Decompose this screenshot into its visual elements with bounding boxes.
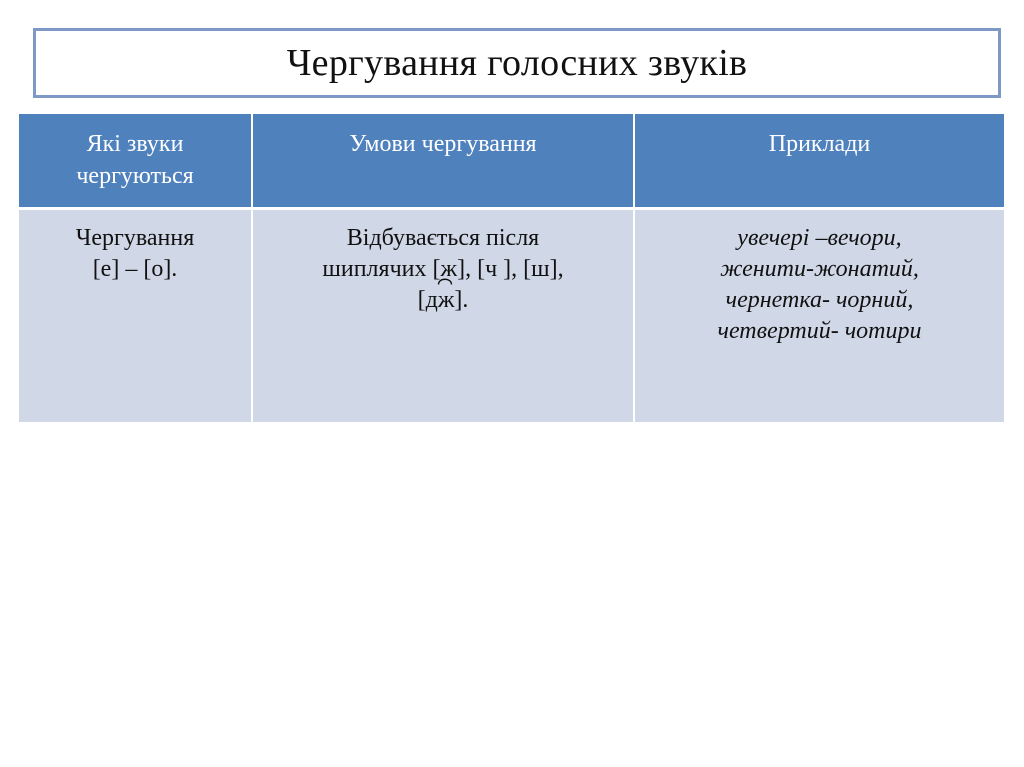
- header-cell-conditions: [252, 114, 634, 208]
- header-text: Умови чергування: [349, 131, 537, 157]
- alternation-table: [19, 114, 1004, 422]
- cell-text: шиплячих: [322, 255, 433, 282]
- cell-examples: [634, 208, 1004, 422]
- header-text: Приклади: [768, 131, 871, 157]
- cell-sounds: [19, 208, 252, 422]
- cell-text: [дж].: [417, 286, 469, 313]
- cell-text: Чергування: [75, 224, 195, 251]
- cell-text: Відбувається після: [346, 224, 540, 251]
- slide-title: Чергування голосних звуків: [286, 42, 748, 84]
- example-line: увечері –вечори,: [737, 224, 902, 251]
- cell-conditions: [252, 208, 634, 422]
- example-line: четвертий- чотири: [717, 317, 922, 344]
- header-text: чергуються: [76, 163, 194, 189]
- header-cell-sounds: [19, 114, 252, 208]
- example-line: чернетка- чорний,: [725, 286, 914, 313]
- example-line: женити-жонатий,: [720, 255, 919, 282]
- header-cell-examples: [634, 114, 1004, 208]
- cell-text-line2: [261, 254, 625, 285]
- header-text: Які звуки: [86, 131, 184, 157]
- table-header-row: [19, 114, 1004, 208]
- table-row: [19, 208, 1004, 422]
- cell-text: [ж]: [432, 255, 466, 282]
- title-box: [33, 28, 1001, 98]
- cell-text: [е] – [о].: [92, 255, 178, 282]
- zh-sound: [433, 254, 466, 285]
- cell-text: , [ч ], [ш],: [465, 255, 564, 282]
